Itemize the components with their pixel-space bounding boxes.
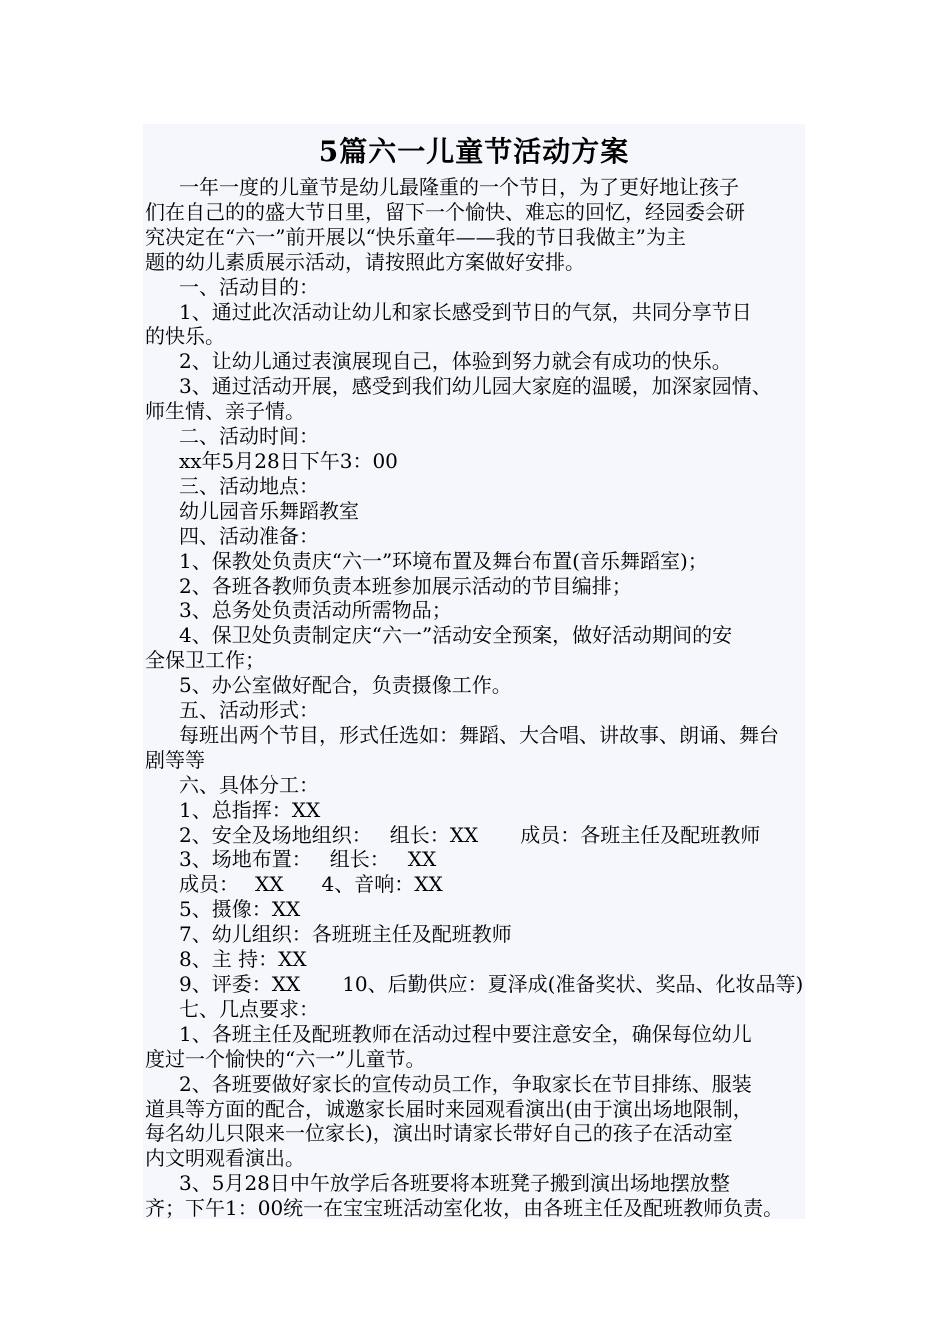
page-title: 5篇六一儿童节活动方案 [318,135,630,168]
line-segment: 组长：XX [389,822,479,847]
line-segment: 9、评委：XX [179,972,301,996]
paragraph-line: 道具等方面的配合，诚邀家长届时来园观看演出(由于演出场地限制， [145,1096,753,1121]
paragraph-line: 剧等等 [145,747,205,772]
paragraph-line: 一年一度的儿童节是幼儿最隆重的一个节日，为了更好地让孩子 [179,175,739,199]
document-body [145,175,813,1221]
paragraph-line: 每班出两个节目，形式任选如：舞蹈、大合唱、讲故事、朗诵、舞台 [179,722,779,747]
paragraph-line: 们在自己的的盛大节日里，留下一个愉快、难忘的回忆，经园委会研 [145,199,745,224]
paragraph-line [145,872,813,897]
line-segment: 成员：各班主任及配班教师 [520,822,761,847]
paragraph-line: 究决定在“六一”前开展以“快乐童年——我的节日我做主”为主 [145,224,686,249]
paragraph-line: xx年5月28日下午3：00 [179,448,398,473]
paragraph-line [145,847,813,872]
line-segment: 2、安全及场地组织： [179,822,372,847]
paragraph-line: 每名幼儿只限来一位家长)，演出时请家长带好自己的孩子在活动室 [145,1121,733,1146]
section-heading: 三、活动地点： [179,473,319,498]
paragraph-line: 2、各班各教师负责本班参加展示活动的节目编排； [179,573,632,598]
paragraph-line: 内文明观看演出。 [145,1146,305,1171]
paragraph-line [145,823,813,848]
line-segment: 10、后勤供应：夏泽成(准备奖状、奖品、化妆品等) [342,972,804,996]
section-heading: 四、活动准备： [179,523,319,548]
paragraph-line [145,972,813,997]
line-segment: 3、场地布置： [179,847,312,872]
paragraph-line: 3、通过活动开展，感受到我们幼儿园大家庭的温暖，加深家园情、 [179,374,772,399]
paragraph-line: 7、幼儿组织：各班班主任及配班教师 [179,922,512,947]
paragraph-line: 全保卫工作； [145,648,265,673]
paragraph-line: 2、各班要做好家长的宣传动员工作，争取家长在节目排练、服装 [179,1071,752,1096]
line-segment: 组长： [329,847,390,872]
paragraph-line: 师生情、亲子情。 [145,399,305,424]
paragraph-line: 4、保卫处负责制定庆“六一”活动安全预案，做好活动期间的安 [179,623,733,648]
paragraph-line: 1、总指挥：XX [179,797,321,822]
section-heading: 一、活动目的： [179,274,319,299]
paragraph-line: 1、通过此次活动让幼儿和家长感受到节日的气氛，共同分享节日 [179,299,752,324]
paragraph-line: 齐；下午1：00统一在宝宝班活动室化妆，由各班主任及配班教师负责。 [145,1196,784,1221]
paragraph-line: 度过一个愉快的“六一”儿童节。 [145,1046,426,1071]
section-heading: 六、具体分工： [179,772,319,797]
line-segment: 成员： [179,872,239,897]
line-segment: 4、音响：XX [321,872,443,897]
paragraph-line: 8、主 持：XX [179,947,307,972]
section-heading: 七、几点要求： [179,996,319,1021]
paragraph-line: 5、办公室做好配合，负责摄像工作。 [179,673,512,698]
paragraph-line: 题的幼儿素质展示活动，请按照此方案做好安排。 [145,249,585,274]
line-segment: XX [407,847,437,872]
paragraph-line: 1、保教处负责庆“六一”环境布置及舞台布置(音乐舞蹈室)； [179,548,708,573]
paragraph-line: 3、总务处负责活动所需物品； [179,598,452,623]
paragraph-line: 幼儿园音乐舞蹈教室 [179,498,359,523]
paragraph-line: 1、各班主任及配班教师在活动过程中要注意安全，确保每位幼儿 [179,1021,752,1046]
paragraph-line: 5、摄像：XX [179,897,301,922]
line-segment: XX [255,872,284,897]
section-heading: 五、活动形式： [179,698,319,723]
paragraph-line: 3、5月28日中午放学后各班要将本班凳子搬到演出场地摆放整 [179,1171,730,1196]
paragraph-line: 的快乐。 [145,324,225,349]
paragraph-line: 2、让幼儿通过表演展现自己，体验到努力就会有成功的快乐。 [179,349,732,374]
section-heading: 二、活动时间： [179,424,319,449]
